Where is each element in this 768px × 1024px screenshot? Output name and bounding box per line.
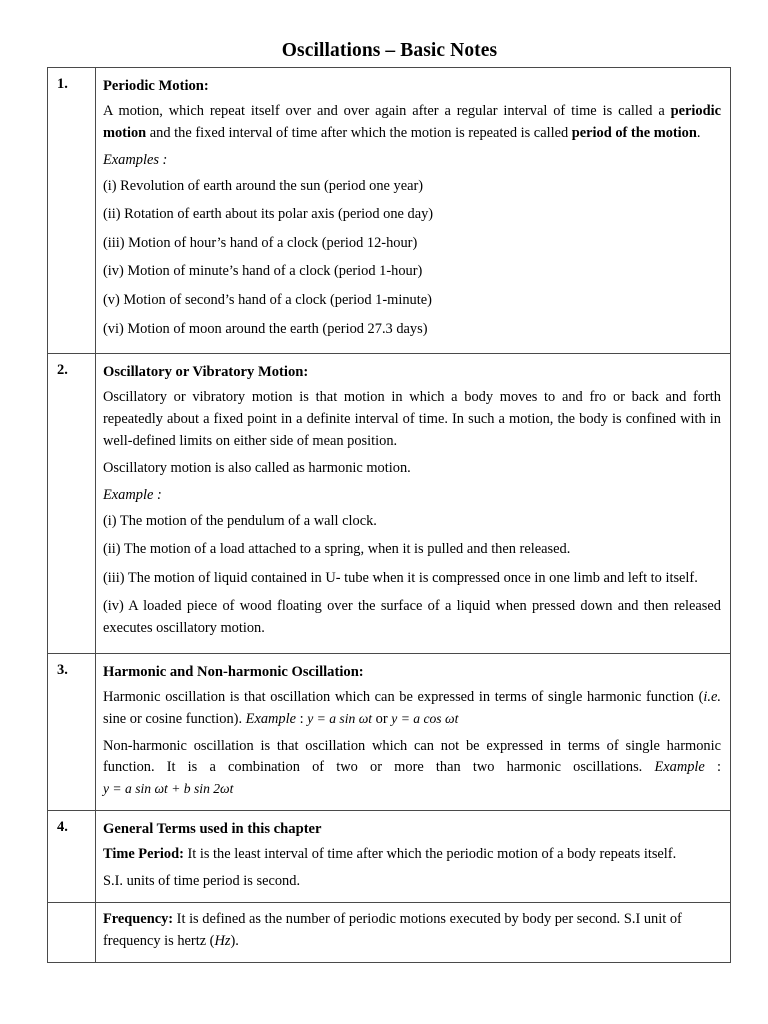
page-title: Oscillations – Basic Notes	[281, 40, 498, 61]
frequency-paragraph	[103, 909, 721, 953]
notes-table	[47, 67, 731, 963]
section-heading: Harmonic and Non-harmonic Oscillation:	[103, 663, 364, 680]
formula-nonharmonic: y = a sin ωt + b sin 2ωt	[103, 781, 234, 797]
list-item: (ii) Rotation of earth about its polar axis (period one day)	[103, 206, 434, 223]
section-paragraph	[103, 101, 721, 145]
row-number-3: 3.	[48, 653, 96, 811]
example-label: Example	[245, 710, 297, 727]
para-text-c: .	[696, 125, 701, 142]
harmonic-conjunction: or	[372, 710, 392, 727]
nonharmonic-text-a: Non-harmonic oscillation is that oscillation which can not be expressed in terms of single harmonic function. It is a combination of two or more than two harmonic oscillations.	[103, 737, 721, 776]
nonharmonic-paragraph	[103, 736, 721, 802]
para-text-a: A motion, which repeat itself over and over again after a regular interval of time is called a	[103, 103, 671, 120]
table-row	[48, 68, 731, 354]
harmonic-colon: :	[296, 710, 308, 727]
unit-symbol-hertz: Hz	[214, 933, 231, 950]
list-item: (ii) The motion of a load attached to a spring, when it is pulled and then released.	[103, 541, 571, 558]
section-frequency	[96, 903, 731, 963]
section-paragraph: Oscillatory or vibratory motion is that motion in which a body moves to and fro or back and forth repeatedly about a fixed point in a definite interval of time. In such a motion, the body is confined with in well-defined limits on either side of mean position.	[103, 389, 721, 450]
term-frequency: Frequency:	[103, 911, 174, 928]
table-row	[48, 354, 731, 653]
list-item: (iv) A loaded piece of wood floating over the surface of a liquid when pressed down and then released executes oscillatory motion.	[103, 598, 721, 636]
row-number-5	[48, 903, 96, 963]
table-row	[48, 653, 731, 811]
harmonic-text-a: Harmonic oscillation is that oscillation which can be expressed in terms of single harmonic function (	[103, 688, 704, 705]
example-label: Example	[654, 759, 705, 776]
formula-harmonic-cosine: y = a cos ωt	[391, 710, 459, 726]
list-item: (iii) The motion of liquid contained in U- tube when it is compressed once in one limb and left to itself.	[103, 569, 698, 586]
time-period-paragraph	[103, 844, 721, 866]
para-bold-periodic-motion: periodic motion	[103, 103, 721, 142]
list-item: (iii) Motion of hour’s hand of a clock (period 12-hour)	[103, 234, 418, 251]
section-paragraph-secondary: Oscillatory motion is also called as harmonic motion.	[103, 460, 411, 477]
frequency-definition-a: It is defined as the number of periodic motions executed by body per second. S.I unit of frequency is hertz (	[103, 911, 682, 950]
list-item: (i) Revolution of earth around the sun (period one year)	[103, 177, 424, 194]
formula-harmonic-sine: y = a sin ωt	[307, 710, 373, 726]
examples-label: Example :	[103, 486, 162, 503]
table-row	[48, 903, 731, 963]
row-number-4: 4.	[48, 811, 96, 903]
list-item: (i) The motion of the pendulum of a wall clock.	[103, 512, 377, 529]
para-text-b: and the fixed interval of time after which the motion is repeated is called	[146, 125, 572, 142]
examples-label: Examples :	[103, 151, 168, 168]
frequency-definition-b: ).	[230, 933, 239, 950]
nonharmonic-colon: :	[704, 759, 721, 776]
para-bold-period-of-motion: period of the motion	[571, 125, 697, 142]
italic-ie: i.e.	[703, 688, 721, 705]
row-number-2: 2.	[48, 354, 96, 653]
list-item: (v) Motion of second’s hand of a clock (period 1-minute)	[103, 291, 432, 308]
list-item: (vi) Motion of moon around the earth (period 27.3 days)	[103, 320, 428, 337]
section-heading: Oscillatory or Vibratory Motion:	[103, 364, 309, 381]
time-period-units: S.I. units of time period is second.	[103, 873, 301, 890]
row-number-1: 1.	[48, 68, 96, 354]
time-period-definition: It is the least interval of time after which the periodic motion of a body repeats itself.	[183, 846, 677, 863]
section-harmonic-oscillation	[96, 653, 731, 811]
term-time-period: Time Period:	[103, 846, 184, 863]
harmonic-paragraph	[103, 687, 721, 731]
harmonic-text-b: sine or cosine function).	[103, 710, 246, 727]
section-general-terms	[96, 811, 731, 903]
list-item: (iv) Motion of minute’s hand of a clock (period 1-hour)	[103, 263, 423, 280]
table-row	[48, 811, 731, 903]
section-oscillatory-motion	[96, 354, 731, 653]
section-heading: Periodic Motion:	[103, 78, 209, 94]
section-periodic-motion	[96, 68, 731, 354]
section-heading: General Terms used in this chapter	[103, 821, 322, 838]
